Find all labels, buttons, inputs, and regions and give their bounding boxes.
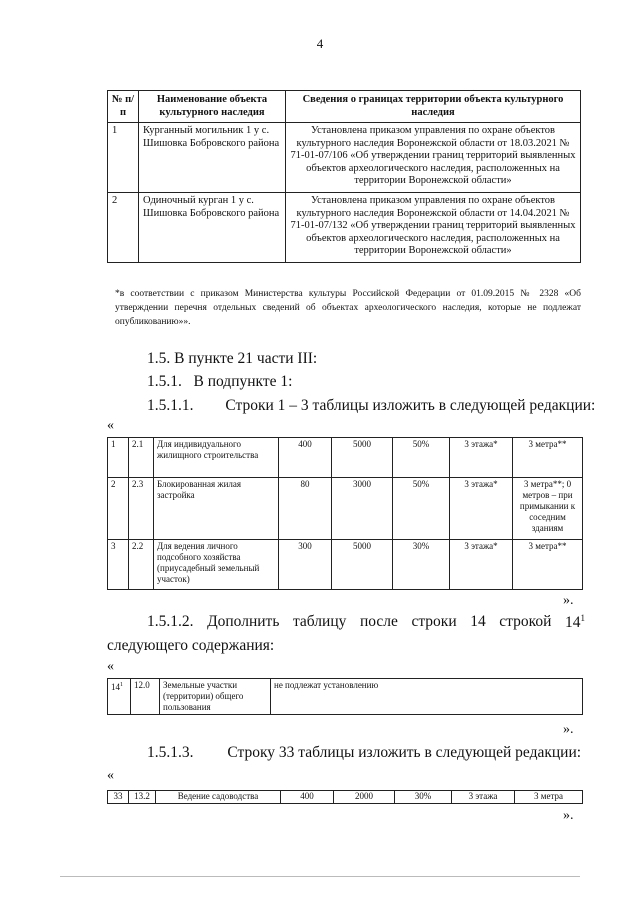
table-row	[108, 478, 583, 540]
paragraph-1-5-1-1	[147, 397, 595, 415]
row-num: 2	[108, 193, 139, 263]
word: после	[359, 613, 398, 630]
header-num: № п/п	[108, 91, 139, 123]
heritage-objects-table	[107, 90, 581, 263]
table-row	[108, 438, 583, 478]
cell-num: 3	[108, 540, 129, 590]
open-quote: «	[107, 659, 114, 674]
cell-name: Для индивидуального жилищного строительства	[154, 438, 279, 478]
row-boundaries: Установлена приказом управления по охране объектов культурного наследия Воронежской области от 18.03.2021 № 71-01-07/106 «Об утверждении границ территорий выявленных объектов археологического наследия, расположенных на территории Воронежской области»	[286, 123, 581, 193]
cell-percent: 30%	[395, 791, 452, 804]
header-boundaries: Сведения о границах территории объекта культурного наследия	[286, 91, 581, 123]
cell-code: 2.1	[129, 438, 154, 478]
cell-name: Блокированная жилая застройка	[154, 478, 279, 540]
paragraph-text: Строки 1 – 3 таблицы изложить в следующей редакции:	[225, 397, 596, 414]
cell-num: 2	[108, 478, 129, 540]
cell-code: 2.2	[129, 540, 154, 590]
header-object-name: Наименование объекта культурного наследия	[139, 91, 286, 123]
row-object-name: Одиночный курган 1 у с. Шишовка Бобровского района	[139, 193, 286, 263]
table-row	[108, 193, 581, 263]
paragraph-text: Строку 33 таблицы изложить в следующей редакции:	[227, 744, 582, 761]
land-use-table	[107, 437, 583, 590]
cell-num: 1	[108, 438, 129, 478]
cell-distance: 3 метра**; 0 метров – при примыкании к соседним зданиям	[513, 478, 583, 540]
open-quote: «	[107, 418, 114, 433]
cell-min-area: 80	[279, 478, 332, 540]
cell-min-area: 400	[279, 438, 332, 478]
cell-name: Земельные участки (территории) общего пользования	[160, 679, 271, 715]
cell-code: 2.3	[129, 478, 154, 540]
cell-name: Для ведения личного подсобного хозяйства (приусадебный земельный участок)	[154, 540, 279, 590]
gardening-table	[107, 790, 583, 804]
word: строкой	[499, 613, 552, 630]
public-land-table	[107, 678, 583, 715]
row-object-name: Курганный могильник 1 у с. Шишовка Бобровского района	[139, 123, 286, 193]
cell-percent: 50%	[393, 478, 450, 540]
close-quote: ».	[563, 722, 574, 737]
row-number-superscript: 1	[580, 613, 585, 623]
num-base: 14	[111, 682, 120, 692]
num-superscript: 1	[120, 682, 123, 688]
paragraph-continuation: следующего содержания:	[107, 637, 275, 654]
word: строки	[411, 613, 457, 630]
cell-max-area: 5000	[332, 540, 393, 590]
cell-max-area: 3000	[332, 478, 393, 540]
cell-min-area: 300	[279, 540, 332, 590]
word: 14	[470, 613, 486, 630]
cell-max-area: 2000	[334, 791, 395, 804]
cell-distance: 3 метра	[515, 791, 583, 804]
cell-num	[108, 679, 131, 715]
cell-name: Ведение садоводства	[156, 791, 281, 804]
cell-code: 13.2	[129, 791, 156, 804]
table-row	[108, 679, 583, 715]
close-quote: ».	[563, 593, 574, 608]
table-header-row	[108, 91, 581, 123]
cell-floors: 3 этажа	[452, 791, 515, 804]
paragraph-number: 1.5.1.1.	[147, 397, 194, 414]
paragraph-1-5-1-3	[147, 744, 581, 762]
cell-floors: 3 этажа*	[450, 478, 513, 540]
cell-min-area: 400	[281, 791, 334, 804]
page-number: 4	[316, 36, 324, 51]
word: Дополнить	[207, 613, 280, 630]
close-quote: ».	[563, 808, 574, 823]
paragraph-number: 1.5.1.3.	[147, 744, 194, 761]
row-boundaries: Установлена приказом управления по охране объектов культурного наследия Воронежской области от 14.04.2021 № 71-01-07/132 «Об утверждении границ территорий выявленных объектов археологического наследия, расположенных на территории Воронежской области»	[286, 193, 581, 263]
row-num: 1	[108, 123, 139, 193]
cell-max-area: 5000	[332, 438, 393, 478]
paragraph-1-5-1: 1.5.1. В подпункте 1:	[147, 373, 293, 390]
paragraph-number: 1.5.1.2.	[147, 613, 194, 630]
cell-floors: 3 этажа*	[450, 438, 513, 478]
page-bottom-rule	[60, 876, 580, 877]
cell-floors: 3 этажа*	[450, 540, 513, 590]
cell-percent: 50%	[393, 438, 450, 478]
open-quote: «	[107, 768, 114, 783]
table-row	[108, 791, 583, 804]
cell-distance: 3 метра**	[513, 540, 583, 590]
footnote: *в соответствии с приказом Министерства культуры Российской Федерации от 01.09.2015 № 2328 «Об утверждении перечня отдельных сведений об объектах археологического наследия, которые не подлежат опубликованию»».	[115, 289, 581, 327]
paragraph-1-5-1-2	[147, 613, 585, 632]
cell-value: не подлежат установлению	[271, 679, 583, 715]
row-number-base: 14	[564, 614, 581, 632]
row-number	[565, 613, 585, 632]
paragraph-1-5: 1.5. В пункте 21 части III:	[147, 350, 318, 367]
cell-num: 33	[108, 791, 129, 804]
table-row	[108, 123, 581, 193]
cell-code: 12.0	[131, 679, 160, 715]
table-row	[108, 540, 583, 590]
cell-distance: 3 метра**	[513, 438, 583, 478]
cell-percent: 30%	[393, 540, 450, 590]
word: таблицу	[292, 613, 347, 630]
